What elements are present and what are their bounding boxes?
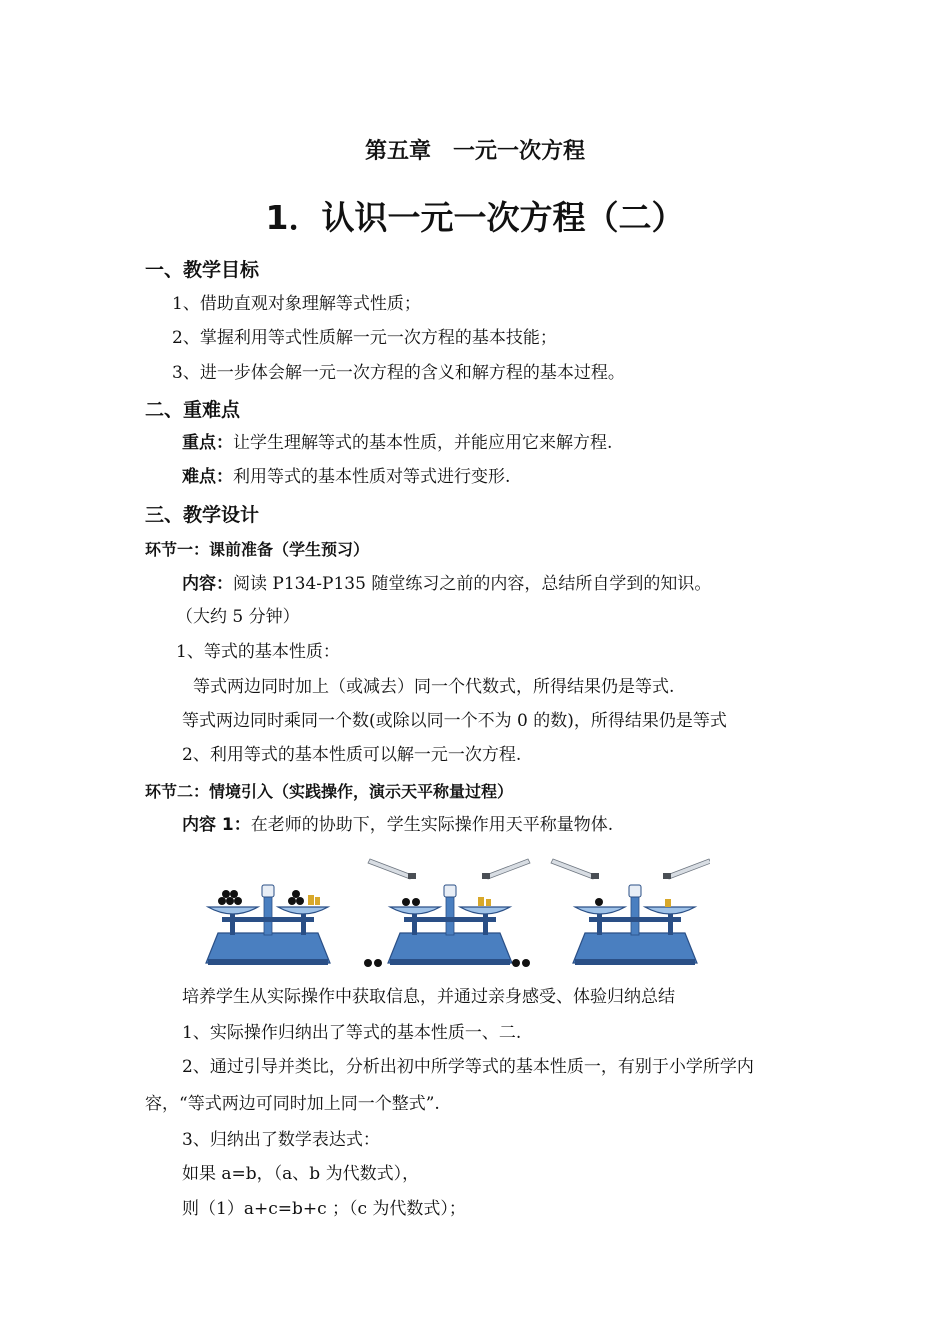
step1-point-1: 1、等式的基本性质：	[176, 642, 340, 662]
step1-title: 环节一：课前准备（学生预习）	[145, 540, 370, 559]
summary-3: 3、归纳出了数学表达式：	[182, 1130, 380, 1150]
property-multiplication: 等式两边同时乘同一个数(或除以同一个不为 0 的数)，所得结果仍是等式	[182, 711, 727, 731]
section-heading-design: 三、教学设计	[145, 504, 260, 526]
difficulty-line	[182, 465, 510, 489]
summary-1: 1、实际操作归纳出了等式的基本性质一、二.	[182, 1023, 522, 1043]
step2-content-label: 内容 1：	[182, 815, 251, 835]
lesson-title: 1．认识一元一次方程（二）	[265, 198, 685, 237]
if-condition: 如果 a=b，（a、b 为代数式），	[182, 1164, 420, 1184]
step1-content-line	[182, 572, 711, 596]
balance-scale-1	[206, 885, 330, 965]
step1-content-text: 阅读 P134-P135 随堂练习之前的内容，总结所自学到的知识。	[233, 574, 712, 594]
objective-item-1: 1、借助直观对象理解等式性质；	[172, 294, 421, 314]
step2-content-line	[182, 813, 613, 837]
chapter-title: 第五章 一元一次方程	[364, 139, 585, 164]
step1-content-label: 内容：	[182, 574, 233, 594]
objective-item-2: 2、掌握利用等式性质解一元一次方程的基本技能；	[172, 328, 557, 348]
property-addition: 等式两边同时加上（或减去）同一个代数式，所得结果仍是等式.	[193, 677, 675, 697]
step1-point-2: 2、利用等式的基本性质可以解一元一次方程.	[182, 745, 522, 765]
objective-item-3: 3、进一步体会解一元一次方程的含义和解方程的基本过程。	[172, 363, 625, 383]
balance-scale-illustration	[190, 855, 710, 970]
balance-scale-3	[551, 859, 710, 965]
key-point-label: 重点：	[182, 433, 233, 453]
difficulty-label: 难点：	[182, 467, 233, 487]
section-heading-key-points: 二、重难点	[145, 399, 241, 421]
step1-time-note: （大约 5 分钟）	[176, 607, 300, 627]
summary-2a: 2、通过引导并类比，分析出初中所学等式的基本性质一，有别于小学所学内	[182, 1057, 754, 1077]
step2-content-text: 在老师的协助下，学生实际操作用天平称量物体.	[250, 815, 614, 835]
section-heading-objectives: 一、教学目标	[145, 259, 260, 281]
after-figure-text: 培养学生从实际操作中获取信息，并通过亲身感受、体验归纳总结	[182, 987, 675, 1007]
key-point-line	[182, 431, 612, 455]
key-point-text: 让学生理解等式的基本性质，并能应用它来解方程.	[233, 433, 613, 453]
then-result-1: 则（1）a+c=b+c ；（c 为代数式）；	[182, 1199, 466, 1219]
difficulty-text: 利用等式的基本性质对等式进行变形.	[233, 467, 511, 487]
step2-title: 环节二：情境引入（实践操作，演示天平称量过程）	[145, 782, 514, 801]
balance-scale-2	[364, 859, 530, 967]
summary-2b: 容，“等式两边可同时加上同一个整式”.	[145, 1094, 440, 1114]
